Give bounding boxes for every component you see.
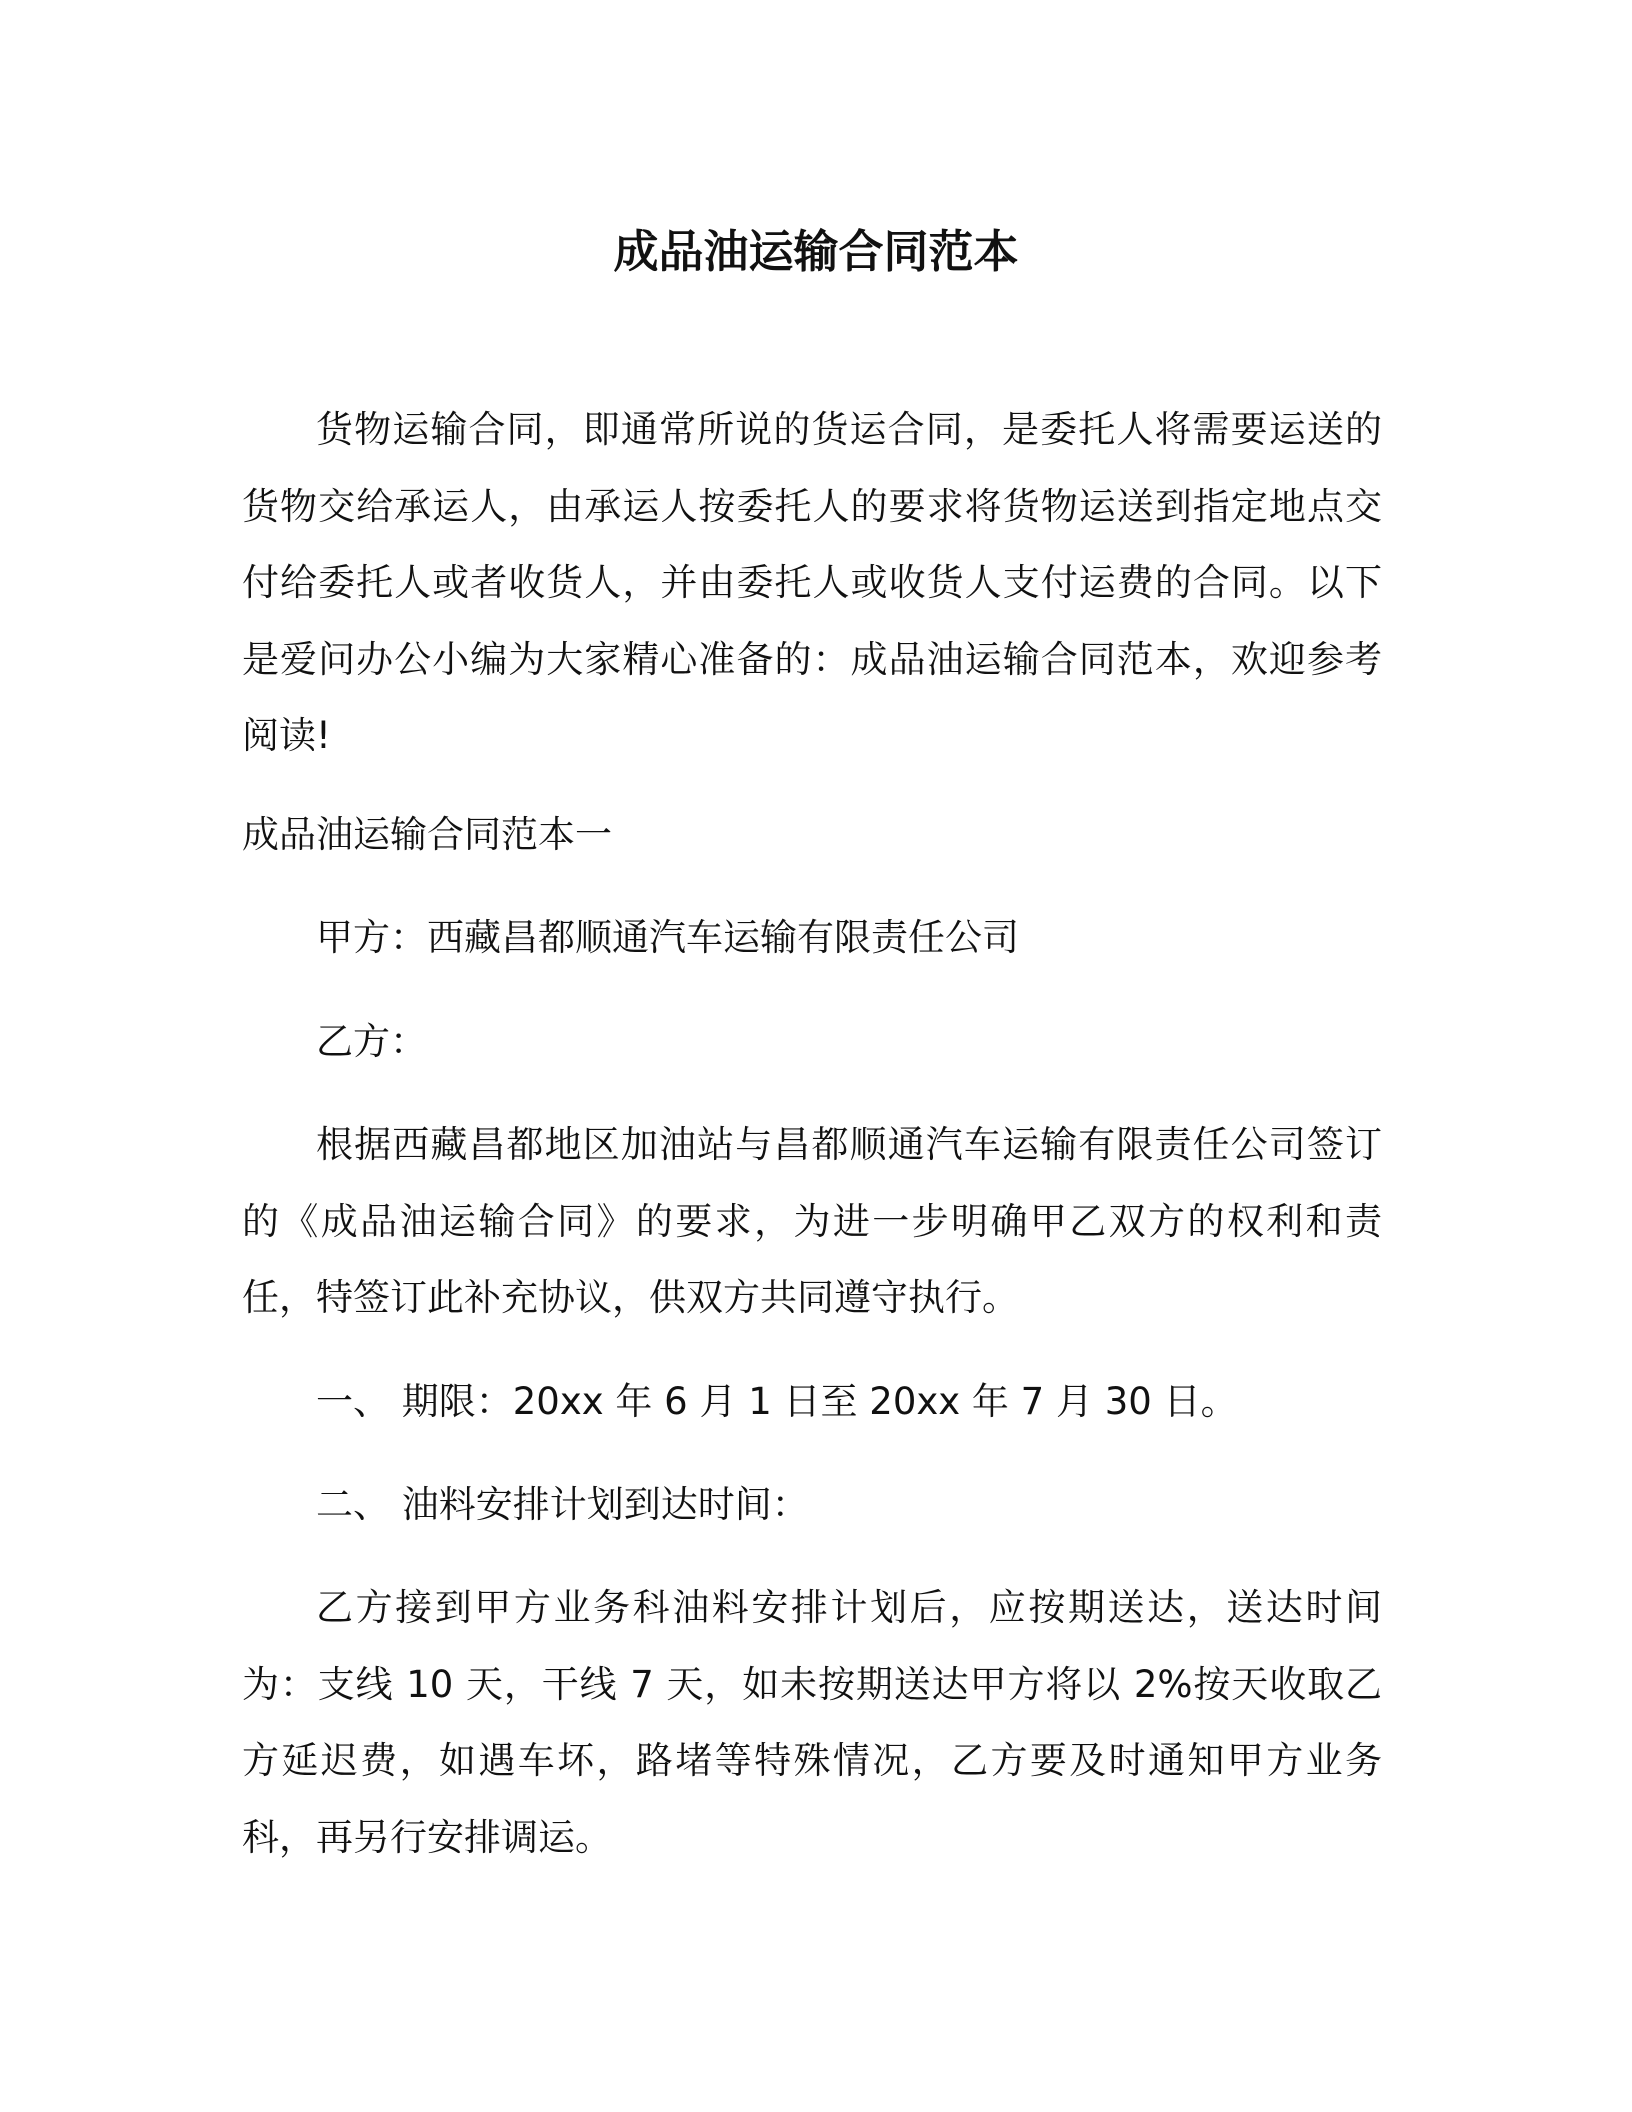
party-a: 甲方：西藏昌都顺通汽车运输有限责任公司 — [316, 916, 1019, 959]
document-title: 成品油运输合同范本 — [613, 225, 1019, 278]
basis-paragraph: 根据西藏昌都地区加油站与昌都顺通汽车运输有限责任公司签订的《成品油运输合同》的要求，为进一步明确甲乙双方的权利和责任，特签订此补充协议，供双方共同遵守执行。 — [242, 1123, 1382, 1319]
clause-2-body: 乙方接到甲方业务科油料安排计划后，应按期送达，送达时间为：支线 10 天，干线 7 天，如未按期送达甲方将以 2%按天收取乙方延迟费，如遇车坏，路堵等特殊情况，乙方要及时通知甲方业务科，再另行安排调运。 — [242, 1586, 1382, 1859]
party-b: 乙方： — [316, 1020, 427, 1063]
section-heading: 成品油运输合同范本一 — [242, 813, 612, 856]
clause-1: 一、 期限：20xx 年 6 月 1 日至 20xx 年 7 月 30 日。 — [316, 1380, 1238, 1423]
intro-paragraph: 货物运输合同，即通常所说的货运合同，是委托人将需要运送的货物交给承运人，由承运人按委托人的要求将货物运送到指定地点交付给委托人或者收货人，并由委托人或收货人支付运费的合同。以下是爱问办公小编为大家精心准备的：成品油运输合同范本，欢迎参考阅读! — [242, 408, 1382, 757]
clause-2-heading: 二、 油料安排计划到达时间： — [316, 1483, 809, 1526]
